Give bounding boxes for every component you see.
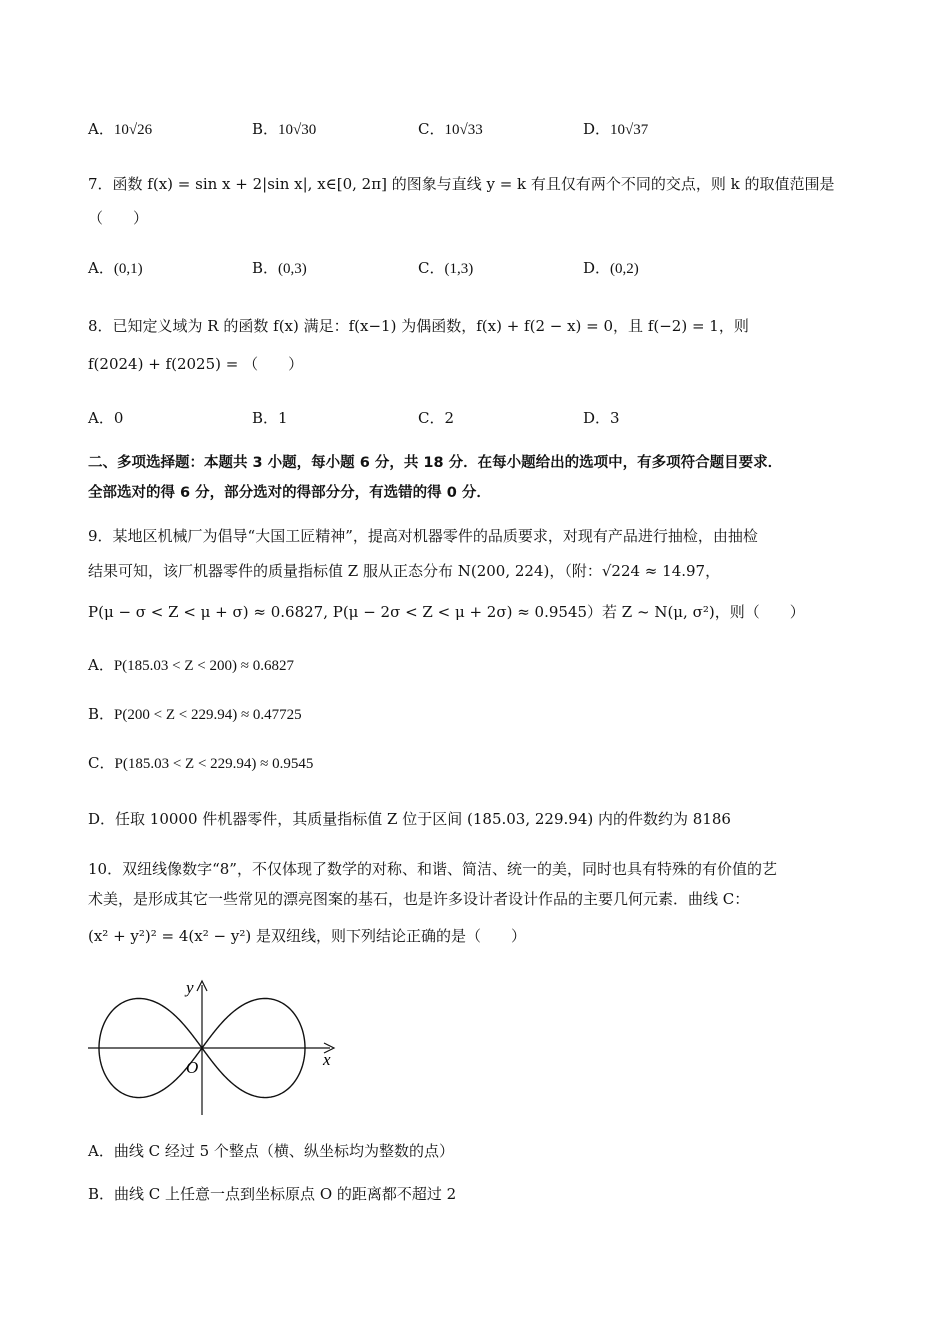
q6-option-d: D．10√37 xyxy=(583,120,649,138)
origin-label: O xyxy=(186,1058,199,1077)
q8-option-c: C．2 xyxy=(418,409,455,427)
lemniscate-figure xyxy=(88,975,348,1120)
q8-stem-line1: 8．已知定义域为 R 的函数 f(x) 满足：f(x−1) 为偶函数，f(x) + f(2 − x) = 0，且 f(−2) = 1，则 xyxy=(88,317,749,335)
q7-option-b: B．(0,3) xyxy=(252,259,307,277)
q8-option-a: A．0 xyxy=(88,409,124,427)
q9-option-a: A．P(185.03 < Z < 200) ≈ 0.6827 xyxy=(88,656,294,674)
section2-heading-line1: 二、多项选择题：本题共 3 小题，每小题 6 分，共 18 分．在每小题给出的选项中，有多项符合题目要求． xyxy=(88,455,783,471)
q9-option-b: B．P(200 < Z < 229.94) ≈ 0.47725 xyxy=(88,705,302,723)
q6-option-c: C．10√33 xyxy=(418,120,483,138)
q8-option-b: B．1 xyxy=(252,409,288,427)
x-axis-label: x xyxy=(323,1050,331,1069)
q9-option-c: C．P(185.03 < Z < 229.94) ≈ 0.9545 xyxy=(88,754,314,772)
section2-heading-line2: 全部选对的得 6 分，部分选对的得部分分，有选错的得 0 分． xyxy=(88,485,491,501)
q7-option-a: A．(0,1) xyxy=(88,259,143,277)
q9-stem-line3: P(μ − σ < Z < μ + σ) ≈ 0.6827, P(μ − 2σ < Z < μ + 2σ) ≈ 0.9545）若 Z ~ N(μ, σ²)，则（ ） xyxy=(88,603,805,621)
q10-stem-line3: (x² + y²)² = 4(x² − y²) 是双纽线，则下列结论正确的是（ ） xyxy=(88,927,526,945)
q9-stem-line2: 结果可知，该厂机器零件的质量指标值 Z 服从正态分布 N(200, 224)，（附：√224 ≈ 14.97， xyxy=(88,562,721,580)
q6-option-a: A．10√26 xyxy=(88,120,153,138)
q6-option-b: B．10√30 xyxy=(252,120,317,138)
q7-option-c: C．(1,3) xyxy=(418,259,474,277)
q10-option-b: B．曲线 C 上任意一点到坐标原点 O 的距离都不超过 2 xyxy=(88,1185,457,1203)
q9-stem-line1: 9．某地区机械厂为倡导“大国工匠精神”，提高对机器零件的品质要求，对现有产品进行抽检，由抽检 xyxy=(88,527,758,545)
q7-answer-paren: （ ） xyxy=(88,209,149,227)
y-axis-label: y xyxy=(186,978,194,997)
q7-stem: 7．函数 f(x) = sin x + 2|sin x|, x∈[0, 2π] 的图象与直线 y = k 有且仅有两个不同的交点，则 k 的取值范围是 xyxy=(88,175,835,193)
q10-stem-line1: 10．双纽线像数字“8”，不仅体现了数学的对称、和谐、简洁、统一的美，同时也具有特殊的有价值的艺 xyxy=(88,860,777,878)
q8-stem-line2: f(2024) + f(2025) = （ ） xyxy=(88,355,304,373)
q8-option-d: D．3 xyxy=(583,409,620,427)
q7-option-d: D．(0,2) xyxy=(583,259,639,277)
q10-option-a: A．曲线 C 经过 5 个整点（横、纵坐标均为整数的点） xyxy=(88,1142,454,1160)
q9-option-d: D．任取 10000 件机器零件，其质量指标值 Z 位于区间 (185.03, 229.94) 内的件数约为 8186 xyxy=(88,810,731,828)
q10-stem-line2: 术美，是形成其它一些常见的漂亮图案的基石，也是许多设计者设计作品的主要几何元素．曲线 C： xyxy=(88,890,750,908)
